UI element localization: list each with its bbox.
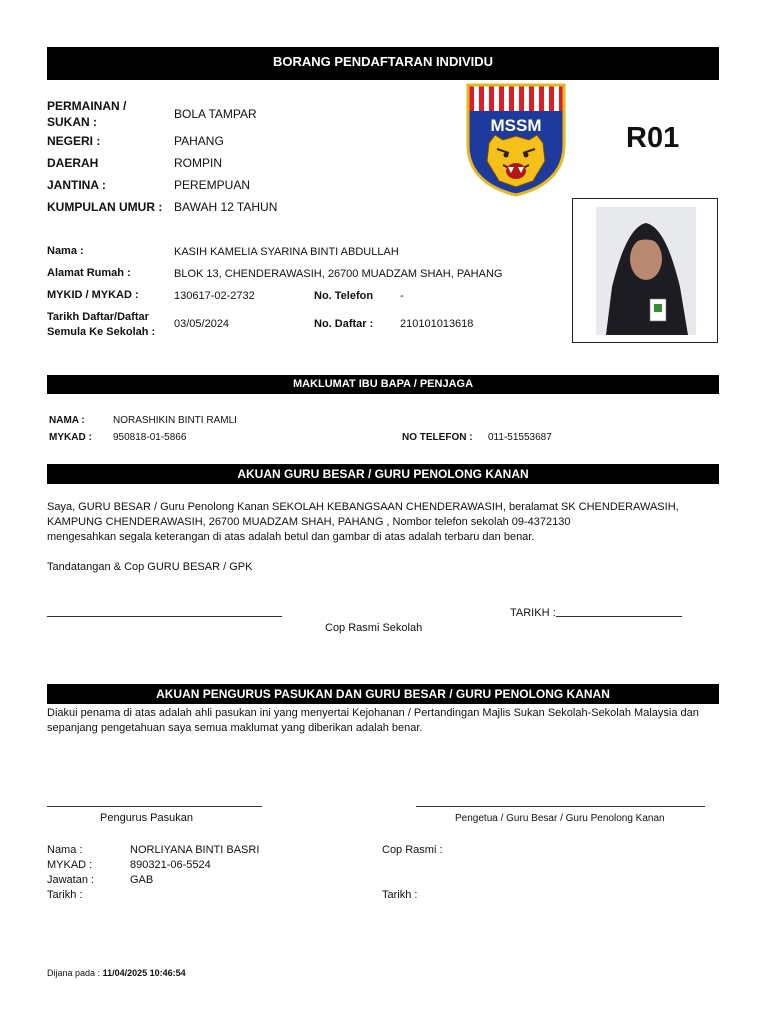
parent-mykad-value: 950818-01-5866 (113, 432, 187, 443)
nama-value: KASIH KAMELIA SYARINA BINTI ABDULLAH (174, 246, 399, 258)
telefon-label: No. Telefon (314, 290, 374, 302)
daerah-label: DAERAH (47, 156, 99, 170)
manager-mykad-label: MYKAD : (47, 859, 93, 871)
negeri-value: PAHANG (174, 134, 224, 148)
parent-mykad-label: MYKAD : (49, 432, 92, 443)
student-photo-frame (572, 198, 718, 343)
manager-jawatan-value: GAB (130, 874, 154, 886)
sukan-label: PERMAINAN / SUKAN : (47, 99, 127, 129)
generated-value: 11/04/2025 10:46:54 (102, 968, 186, 978)
kumpulan-value: BAWAH 12 TAHUN (174, 200, 278, 214)
parent-telefon-label: NO TELEFON : (402, 432, 473, 443)
alamat-value: BLOK 13, CHENDERAWASIH, 26700 MUADZAM SHAH, PAHANG (174, 268, 503, 280)
pengetua-tarikh-label: Tarikh : (382, 889, 418, 901)
generated-label: Dijana pada : (47, 968, 101, 978)
cop-rasmi-label: Cop Rasmi : (382, 844, 443, 856)
student-photo (596, 207, 696, 335)
manager-nama-value: NORLIYANA BINTI BASRI (130, 844, 260, 856)
nama-label: Nama : (47, 245, 84, 257)
negeri-label: NEGERI : (47, 134, 101, 148)
pengetua-label: Pengetua / Guru Besar / Guru Penolong Kanan (455, 813, 665, 824)
daerah-value: ROMPIN (174, 156, 222, 170)
manager-nama-label: Nama : (47, 844, 83, 856)
tarikh-daftar-label: Tarikh Daftar/Daftar Semula Ke Sekolah : (47, 311, 156, 338)
logo-text: MSSM (490, 116, 542, 135)
jantina-value: PEREMPUAN (174, 178, 251, 192)
manager-jawatan-label: Jawatan : (47, 874, 95, 886)
pengurus-pasukan-label: Pengurus Pasukan (100, 812, 193, 824)
headmaster-signature-line (47, 616, 282, 617)
jantina-label: JANTINA : (47, 178, 106, 192)
kumpulan-label: KUMPULAN UMUR : (47, 200, 163, 214)
mssm-logo (465, 83, 567, 197)
manager-tarikh-label: Tarikh : (47, 889, 83, 901)
headmaster-declaration: Saya, GURU BESAR / Guru Penolong Kanan SEKOLAH KEBANGSAAN CHENDERAWASIH, beralamat SK CHENDERAWASIH, KAMPUNG CHENDERAWASIH, 26700 MUADZAM SHAH, PAHANG , Nombor telefon sekolah 09-4372130 mengesahkan segala keterangan di atas adalah betul dan gambar di atas adalah terbaru dan benar. (47, 501, 679, 543)
manager-section-header: AKUAN PENGURUS PASUKAN DAN GURU BESAR / GURU PENOLONG KANAN (47, 684, 719, 704)
alamat-label: Alamat Rumah : (47, 267, 131, 279)
headmaster-tarikh-line (556, 616, 682, 617)
telefon-value: - (400, 290, 404, 302)
manager-mykad-value: 890321-06-5524 (130, 859, 211, 871)
no-daftar-label: No. Daftar : (314, 318, 374, 330)
manager-declaration: Diakui penama di atas adalah ahli pasukan ini yang menyertai Kejohanan / Pertandingan Majlis Sukan Sekolah-Sekolah Malaysia dan sepanjang pengetahuan saya semua maklumat yang diberikan adalah benar. (47, 707, 699, 734)
mykid-label: MYKID / MYKAD : (47, 289, 139, 301)
parent-section-header: MAKLUMAT IBU BAPA / PENJAGA (47, 375, 719, 394)
signature-label: Tandatangan & Cop GURU BESAR / GPK (47, 561, 253, 573)
sukan-value: BOLA TAMPAR (174, 107, 257, 121)
pengetua-signature-line (416, 806, 705, 807)
parent-telefon-value: 011-51553687 (488, 432, 552, 443)
generated-timestamp (47, 968, 186, 978)
parent-nama-label: NAMA : (49, 415, 85, 426)
tarikh-daftar-value: 03/05/2024 (174, 318, 230, 330)
form-title: BORANG PENDAFTARAN INDIVIDU (47, 47, 719, 80)
parent-nama-value: NORASHIKIN BINTI RAMLI (113, 415, 237, 426)
registration-code: R01 (626, 122, 680, 154)
no-daftar-value: 210101013618 (400, 318, 474, 330)
headmaster-tarikh-label: TARIKH : (510, 607, 556, 619)
pengurus-signature-line (47, 806, 262, 807)
mykid-value: 130617-02-2732 (174, 290, 255, 302)
headmaster-section-header: AKUAN GURU BESAR / GURU PENOLONG KANAN (47, 464, 719, 484)
cop-rasmi-sekolah-label: Cop Rasmi Sekolah (325, 622, 423, 634)
